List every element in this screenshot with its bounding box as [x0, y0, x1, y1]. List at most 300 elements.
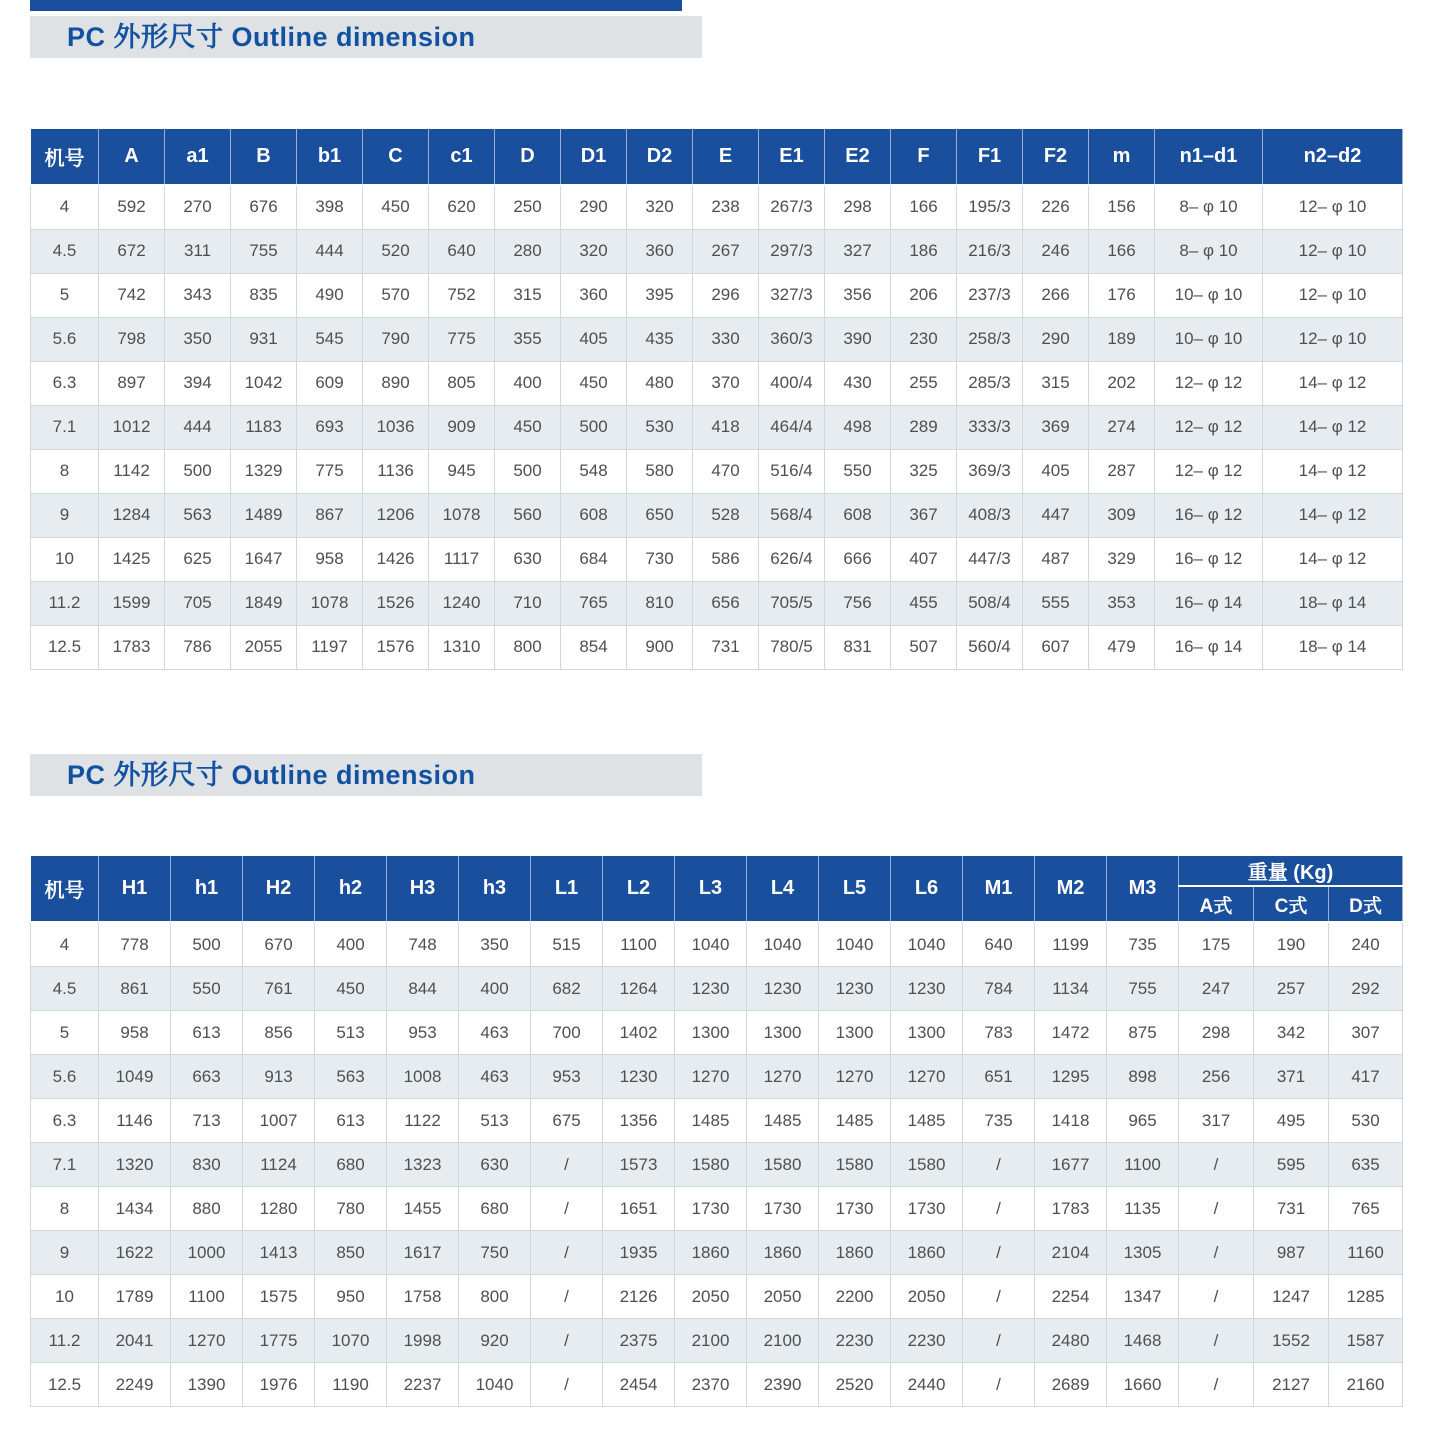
table-cell: 4.5 — [31, 229, 99, 273]
table-cell: 2230 — [891, 1319, 963, 1363]
column-header: H2 — [243, 856, 315, 923]
table-cell: 298 — [825, 185, 891, 230]
table-cell: 1860 — [675, 1231, 747, 1275]
table-cell: 1485 — [747, 1099, 819, 1143]
table-cell: 710 — [495, 581, 561, 625]
table-cell: 8– φ 10 — [1155, 185, 1263, 230]
table-cell: 1230 — [819, 967, 891, 1011]
table-cell: 965 — [1107, 1099, 1179, 1143]
table-cell: 625 — [165, 537, 231, 581]
table-cell: 16– φ 14 — [1155, 625, 1263, 669]
table-cell: 9 — [31, 493, 99, 537]
table-cell: 1040 — [891, 922, 963, 967]
table-cell: 1576 — [363, 625, 429, 669]
table-cell: 255 — [891, 361, 957, 405]
table-cell: 1489 — [231, 493, 297, 537]
column-header: 机号 — [31, 129, 99, 185]
table-cell: 670 — [243, 922, 315, 967]
table-cell: 2200 — [819, 1275, 891, 1319]
table-cell: 2100 — [747, 1319, 819, 1363]
table-cell: 398 — [297, 185, 363, 230]
table-cell: 418 — [693, 405, 759, 449]
table-cell: 560 — [495, 493, 561, 537]
table-cell: 11.2 — [31, 581, 99, 625]
table-cell: 684 — [561, 537, 627, 581]
column-header: M2 — [1035, 856, 1107, 923]
column-header: H3 — [387, 856, 459, 923]
table-cell: 958 — [297, 537, 363, 581]
table-cell: 1230 — [675, 967, 747, 1011]
table-cell: 835 — [231, 273, 297, 317]
table-cell: 400 — [315, 922, 387, 967]
table-cell: 548 — [561, 449, 627, 493]
column-header: h3 — [459, 856, 531, 923]
table-cell: 613 — [171, 1011, 243, 1055]
table-cell: 490 — [297, 273, 363, 317]
table-cell: 1425 — [99, 537, 165, 581]
table-cell: 805 — [429, 361, 495, 405]
table-cell: 2050 — [675, 1275, 747, 1319]
table-cell: 226 — [1023, 185, 1089, 230]
column-header: F2 — [1023, 129, 1089, 185]
table-cell: 1730 — [891, 1187, 963, 1231]
table-cell: 325 — [891, 449, 957, 493]
table-cell: 369/3 — [957, 449, 1023, 493]
table-row — [31, 317, 1403, 361]
table-cell: 12– φ 12 — [1155, 361, 1263, 405]
table-cell: 1730 — [675, 1187, 747, 1231]
table-cell: 810 — [627, 581, 693, 625]
table-cell: 765 — [1329, 1187, 1403, 1231]
table-cell: 315 — [1023, 361, 1089, 405]
table-cell: 1526 — [363, 581, 429, 625]
table-cell: / — [963, 1143, 1035, 1187]
table-cell: 298 — [1179, 1011, 1254, 1055]
table-cell: 626/4 — [759, 537, 825, 581]
table-cell: / — [1179, 1231, 1254, 1275]
table-cell: 1040 — [675, 922, 747, 967]
section1-title-band — [30, 16, 702, 58]
table-cell: 2041 — [99, 1319, 171, 1363]
table-cell: 16– φ 12 — [1155, 493, 1263, 537]
table-cell: 2254 — [1035, 1275, 1107, 1319]
table-cell: 4 — [31, 185, 99, 230]
table-cell: 14– φ 12 — [1263, 361, 1403, 405]
table-cell: 1036 — [363, 405, 429, 449]
table-cell: 195/3 — [957, 185, 1023, 230]
table-cell: 12– φ 12 — [1155, 405, 1263, 449]
table-cell: 520 — [363, 229, 429, 273]
table-cell: 2230 — [819, 1319, 891, 1363]
table-cell: 630 — [495, 537, 561, 581]
table-cell: 650 — [627, 493, 693, 537]
table-cell: 296 — [693, 273, 759, 317]
table-cell: 240 — [1329, 922, 1403, 967]
table-cell: 1183 — [231, 405, 297, 449]
table-cell: 640 — [429, 229, 495, 273]
column-header: L3 — [675, 856, 747, 923]
table-cell: 417 — [1329, 1055, 1403, 1099]
column-header: D2 — [627, 129, 693, 185]
table-cell: 1320 — [99, 1143, 171, 1187]
table-cell: 550 — [171, 967, 243, 1011]
table-cell: 14– φ 12 — [1263, 405, 1403, 449]
table-cell: 1775 — [243, 1319, 315, 1363]
table-cell: 500 — [165, 449, 231, 493]
table-cell: 651 — [963, 1055, 1035, 1099]
table-cell: 1040 — [819, 922, 891, 967]
table-cell: / — [963, 1231, 1035, 1275]
table-cell: 266 — [1023, 273, 1089, 317]
column-header: 机号 — [31, 856, 99, 923]
table-row — [31, 361, 1403, 405]
table-cell: 329 — [1089, 537, 1155, 581]
table-cell: 742 — [99, 273, 165, 317]
table-cell: 238 — [693, 185, 759, 230]
table-cell: 1580 — [819, 1143, 891, 1187]
table-cell: 371 — [1254, 1055, 1329, 1099]
table-cell: 1300 — [891, 1011, 963, 1055]
table-cell: 216/3 — [957, 229, 1023, 273]
table-cell: 500 — [495, 449, 561, 493]
table-cell: 18– φ 14 — [1263, 625, 1403, 669]
table-cell: 513 — [459, 1099, 531, 1143]
table-cell: 4.5 — [31, 967, 99, 1011]
table-cell: 1323 — [387, 1143, 459, 1187]
table-cell: 407 — [891, 537, 957, 581]
table-cell: 1300 — [819, 1011, 891, 1055]
table-cell: 1078 — [297, 581, 363, 625]
table-cell: 850 — [315, 1231, 387, 1275]
table-cell: 250 — [495, 185, 561, 230]
table-cell: 1040 — [459, 1363, 531, 1407]
table-cell: 189 — [1089, 317, 1155, 361]
table-cell: 206 — [891, 273, 957, 317]
table-cell: 1300 — [747, 1011, 819, 1055]
table-cell: 342 — [1254, 1011, 1329, 1055]
table-cell: 8 — [31, 1187, 99, 1231]
table-cell: 290 — [561, 185, 627, 230]
table-cell: 190 — [1254, 922, 1329, 967]
table-cell: 783 — [963, 1011, 1035, 1055]
section2-title-band — [30, 754, 702, 796]
table-cell: 311 — [165, 229, 231, 273]
table-cell: 1677 — [1035, 1143, 1107, 1187]
table-cell: 14– φ 12 — [1263, 537, 1403, 581]
table-row — [31, 1055, 1403, 1099]
table-cell: 12– φ 10 — [1263, 229, 1403, 273]
table-cell: 395 — [627, 273, 693, 317]
column-header: L1 — [531, 856, 603, 923]
table-cell: 568/4 — [759, 493, 825, 537]
table-cell: 10– φ 10 — [1155, 273, 1263, 317]
table-cell: 317 — [1179, 1099, 1254, 1143]
table-cell: 246 — [1023, 229, 1089, 273]
table-cell: 405 — [1023, 449, 1089, 493]
table-cell: 247 — [1179, 967, 1254, 1011]
table-cell: 356 — [825, 273, 891, 317]
table-cell: 5.6 — [31, 317, 99, 361]
table-cell: 487 — [1023, 537, 1089, 581]
table-cell: 1049 — [99, 1055, 171, 1099]
table-cell: 1347 — [1107, 1275, 1179, 1319]
table-cell: 790 — [363, 317, 429, 361]
table-cell: 350 — [459, 922, 531, 967]
table-cell: 1230 — [747, 967, 819, 1011]
column-header: F1 — [957, 129, 1023, 185]
column-header: M3 — [1107, 856, 1179, 923]
table-cell: 1136 — [363, 449, 429, 493]
table-cell: 479 — [1089, 625, 1155, 669]
table-cell: 897 — [99, 361, 165, 405]
table-cell: 900 — [627, 625, 693, 669]
table-cell: 1124 — [243, 1143, 315, 1187]
table-cell: 7.1 — [31, 405, 99, 449]
table-cell: 513 — [315, 1011, 387, 1055]
table-cell: 2237 — [387, 1363, 459, 1407]
table-cell: 854 — [561, 625, 627, 669]
table-cell: 1230 — [891, 967, 963, 1011]
table-cell: 861 — [99, 967, 171, 1011]
table-cell: 775 — [297, 449, 363, 493]
table-cell: 6.3 — [31, 1099, 99, 1143]
outline-dimension-table-2 — [30, 855, 1403, 1407]
table-cell: 12– φ 12 — [1155, 449, 1263, 493]
table-cell: 390 — [825, 317, 891, 361]
table-cell: 1647 — [231, 537, 297, 581]
table-cell: 705/5 — [759, 581, 825, 625]
column-header: h2 — [315, 856, 387, 923]
table-cell: 450 — [495, 405, 561, 449]
table-cell: 560/4 — [957, 625, 1023, 669]
table-cell: 1300 — [675, 1011, 747, 1055]
table-row — [31, 1363, 1403, 1407]
table-cell: 909 — [429, 405, 495, 449]
table-cell: 400/4 — [759, 361, 825, 405]
table-cell: 2050 — [747, 1275, 819, 1319]
table-cell: 1134 — [1035, 967, 1107, 1011]
table-cell: 175 — [1179, 922, 1254, 967]
table-cell: 1998 — [387, 1319, 459, 1363]
table-cell: 8 — [31, 449, 99, 493]
column-header: c1 — [429, 129, 495, 185]
table-cell: 1356 — [603, 1099, 675, 1143]
table-cell: 12– φ 10 — [1263, 185, 1403, 230]
table-cell: 765 — [561, 581, 627, 625]
table-cell: 12– φ 10 — [1263, 273, 1403, 317]
weight-group-header: 重量 (Kg) — [1179, 856, 1403, 887]
column-header: E — [693, 129, 759, 185]
table-cell: 12– φ 10 — [1263, 317, 1403, 361]
column-header: F — [891, 129, 957, 185]
table-cell: 730 — [627, 537, 693, 581]
table-row — [31, 229, 1403, 273]
table-cell: 1190 — [315, 1363, 387, 1407]
table-cell: 2370 — [675, 1363, 747, 1407]
table-cell: 987 — [1254, 1231, 1329, 1275]
table-cell: 1599 — [99, 581, 165, 625]
outline-dimension-table-1 — [30, 128, 1403, 670]
table-cell: 2055 — [231, 625, 297, 669]
table-cell: 555 — [1023, 581, 1089, 625]
table-cell: 831 — [825, 625, 891, 669]
table-cell: 463 — [459, 1011, 531, 1055]
table-cell: 945 — [429, 449, 495, 493]
table-cell: 1160 — [1329, 1231, 1403, 1275]
table-cell: / — [531, 1231, 603, 1275]
table-cell: 1426 — [363, 537, 429, 581]
table-cell: 1935 — [603, 1231, 675, 1275]
table-cell: / — [531, 1143, 603, 1187]
column-header: L5 — [819, 856, 891, 923]
table-cell: 230 — [891, 317, 957, 361]
table-cell: 1135 — [1107, 1187, 1179, 1231]
table-cell: 1622 — [99, 1231, 171, 1275]
column-header: E1 — [759, 129, 825, 185]
table-row — [31, 449, 1403, 493]
table-cell: 360 — [561, 273, 627, 317]
table-cell: 1402 — [603, 1011, 675, 1055]
table-cell: 280 — [495, 229, 561, 273]
table-cell: 586 — [693, 537, 759, 581]
table-cell: 890 — [363, 361, 429, 405]
table-cell: 292 — [1329, 967, 1403, 1011]
table-cell: 682 — [531, 967, 603, 1011]
table-cell: 1199 — [1035, 922, 1107, 967]
table-cell: 1122 — [387, 1099, 459, 1143]
table-cell: 830 — [171, 1143, 243, 1187]
table-cell: 444 — [297, 229, 363, 273]
table-cell: 1468 — [1107, 1319, 1179, 1363]
table-cell: 12.5 — [31, 1363, 99, 1407]
table-cell: 2375 — [603, 1319, 675, 1363]
table-cell: 570 — [363, 273, 429, 317]
table-cell: 297/3 — [759, 229, 825, 273]
table-cell: 607 — [1023, 625, 1089, 669]
table-row — [31, 922, 1403, 967]
table-cell: 1264 — [603, 967, 675, 1011]
table-row — [31, 625, 1403, 669]
table-cell: 500 — [171, 922, 243, 967]
table-cell: 1305 — [1107, 1231, 1179, 1275]
table-cell: 1860 — [891, 1231, 963, 1275]
column-header: L4 — [747, 856, 819, 923]
table-cell: 950 — [315, 1275, 387, 1319]
table-cell: / — [1179, 1187, 1254, 1231]
table-cell: 620 — [429, 185, 495, 230]
table-cell: 1472 — [1035, 1011, 1107, 1055]
table-cell: 202 — [1089, 361, 1155, 405]
table-cell: 2160 — [1329, 1363, 1403, 1407]
table-cell: 958 — [99, 1011, 171, 1055]
table-cell: 1418 — [1035, 1099, 1107, 1143]
table-cell: 14– φ 12 — [1263, 493, 1403, 537]
table-cell: 1117 — [429, 537, 495, 581]
table-cell: 798 — [99, 317, 165, 361]
column-header: C — [363, 129, 429, 185]
table-cell: 731 — [1254, 1187, 1329, 1231]
table-row — [31, 1099, 1403, 1143]
table-cell: / — [531, 1187, 603, 1231]
table-cell: 1100 — [603, 922, 675, 967]
table-row — [31, 1275, 1403, 1319]
table-cell: 2249 — [99, 1363, 171, 1407]
table-cell: 1008 — [387, 1055, 459, 1099]
table-cell: 2127 — [1254, 1363, 1329, 1407]
table-cell: 778 — [99, 922, 171, 967]
table-cell: 11.2 — [31, 1319, 99, 1363]
table-cell: 755 — [1107, 967, 1179, 1011]
table-cell: 700 — [531, 1011, 603, 1055]
table-cell: 1270 — [747, 1055, 819, 1099]
table-cell: 315 — [495, 273, 561, 317]
table-cell: 470 — [693, 449, 759, 493]
table-cell: 672 — [99, 229, 165, 273]
column-header: D — [495, 129, 561, 185]
table-cell: 731 — [693, 625, 759, 669]
column-header: a1 — [165, 129, 231, 185]
table-cell: 14– φ 12 — [1263, 449, 1403, 493]
table-cell: 320 — [627, 185, 693, 230]
table-cell: 913 — [243, 1055, 315, 1099]
table-cell: 1651 — [603, 1187, 675, 1231]
table-cell: 550 — [825, 449, 891, 493]
table-cell: 400 — [459, 967, 531, 1011]
table-cell: 2440 — [891, 1363, 963, 1407]
table-cell: / — [531, 1319, 603, 1363]
table-cell: 360 — [627, 229, 693, 273]
table-cell: 327/3 — [759, 273, 825, 317]
table-cell: 1012 — [99, 405, 165, 449]
table-cell: 1270 — [675, 1055, 747, 1099]
table-row — [31, 1231, 1403, 1275]
table-cell: 2100 — [675, 1319, 747, 1363]
table-cell: 1329 — [231, 449, 297, 493]
table-cell: 530 — [627, 405, 693, 449]
table-cell: 780 — [315, 1187, 387, 1231]
table-cell: 2126 — [603, 1275, 675, 1319]
table-cell: 1730 — [819, 1187, 891, 1231]
table-cell: 320 — [561, 229, 627, 273]
table-cell: 1580 — [891, 1143, 963, 1187]
table-cell: / — [1179, 1319, 1254, 1363]
table-cell: 257 — [1254, 967, 1329, 1011]
table-cell: 1573 — [603, 1143, 675, 1187]
table-cell: 1247 — [1254, 1275, 1329, 1319]
column-header: A式 — [1179, 886, 1254, 922]
column-header: A — [99, 129, 165, 185]
table-cell: 16– φ 12 — [1155, 537, 1263, 581]
table-cell: 1758 — [387, 1275, 459, 1319]
table-cell: 1206 — [363, 493, 429, 537]
table-cell: 592 — [99, 185, 165, 230]
table-cell: 1730 — [747, 1187, 819, 1231]
table-cell: 1783 — [99, 625, 165, 669]
section2-title: PC 外形尺寸 Outline dimension — [67, 760, 476, 790]
table-row — [31, 1187, 1403, 1231]
table-row — [31, 1143, 1403, 1187]
table-cell: 516/4 — [759, 449, 825, 493]
table-cell: 267 — [693, 229, 759, 273]
table-cell: 528 — [693, 493, 759, 537]
table-cell: 2520 — [819, 1363, 891, 1407]
table-cell: 1413 — [243, 1231, 315, 1275]
table-cell: 258/3 — [957, 317, 1023, 361]
table-cell: 6.3 — [31, 361, 99, 405]
column-header: n2–d2 — [1263, 129, 1403, 185]
table-cell: 327 — [825, 229, 891, 273]
table-row — [31, 493, 1403, 537]
